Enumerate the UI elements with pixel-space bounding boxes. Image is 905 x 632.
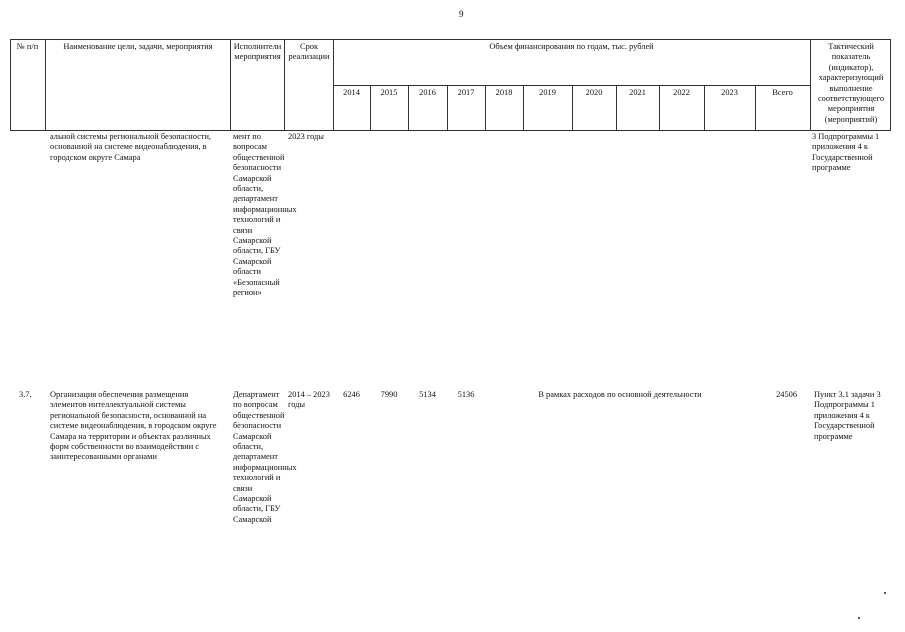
row2-num: 3.7. xyxy=(19,390,32,399)
col-divider xyxy=(810,39,811,131)
table-right-border xyxy=(890,39,891,131)
table-left-border xyxy=(10,39,11,131)
row2-value-2015: 7990 xyxy=(380,390,398,399)
row2-term: 2014 – 2023 годы xyxy=(288,390,330,410)
header-year-2017: 2017 xyxy=(457,88,475,97)
col-divider xyxy=(284,39,285,131)
row2-value-2014: 6246 xyxy=(343,390,360,399)
scan-speck xyxy=(858,617,860,619)
header-finance: Объем финансирования по годам, тыс. рублей xyxy=(489,42,654,51)
header-year-2019: 2019 xyxy=(539,88,556,97)
page-number: 9 xyxy=(459,9,464,19)
header-num: № п/п xyxy=(16,42,39,51)
header-year-2016: 2016 xyxy=(419,88,436,97)
table-top-border xyxy=(10,39,890,40)
row2-indicator: Пункт 3.1 задачи 3 Подпрограммы 1 приложения 4 к Государственной программе xyxy=(814,390,881,441)
row1-indicator: 3 Подпрограммы 1 приложения 4 к Государственной программе xyxy=(812,132,880,173)
row1-exec: мент по вопросам общественной безопасности Самарской области, департамент информационных технологий и связи Самарской области, ГБУ Самарской области «Безопасный регион» xyxy=(233,132,297,298)
row2-name: Организация обеспечения размещения элементов интеллектуальной системы региональной безопасности, основанной на системе видеонаблюдения, в городском округе Самара на территории и объектах различных форм собственности во взаимодействии с заинтересованными органами xyxy=(50,390,217,462)
col-divider xyxy=(45,39,46,131)
header-year-2022: 2022 xyxy=(673,88,690,97)
header-name: Наименование цели, задачи, мероприятия xyxy=(63,42,213,51)
col-divider xyxy=(333,39,334,131)
row2-merged-note: В рамках расходов по основной деятельности xyxy=(538,390,702,399)
col-divider xyxy=(230,39,231,131)
header-year-2020: 2020 xyxy=(585,88,603,97)
header-total: Всего xyxy=(772,88,793,97)
row1-term: 2023 годы xyxy=(288,132,324,141)
header-indicator: Тактический показатель (индикатор), характеризующий выполнение соответствующего мероприятия (мероприятий) xyxy=(817,42,885,124)
header-year-2015: 2015 xyxy=(380,88,398,97)
header-year-2021: 2021 xyxy=(629,88,646,97)
row2-exec: Департамент по вопросам общественной безопасности Самарской области, департамент информационных технологий и связи Самарской области, ГБУ Самарской xyxy=(233,390,297,524)
header-year-2014: 2014 xyxy=(343,88,360,97)
header-exec: Исполнители мероприятия xyxy=(233,42,282,62)
row2-value-2016: 5134 xyxy=(419,390,436,399)
header-bottom-border xyxy=(10,130,890,131)
row1-name: альной системы региональной безопасности, основанной на системе видеонаблюдения, в городском округе Самара xyxy=(50,132,212,162)
header-year-2023: 2023 xyxy=(721,88,738,97)
scan-speck xyxy=(884,592,886,594)
row2-total: 24506 xyxy=(776,390,797,399)
header-year-2018: 2018 xyxy=(495,88,513,97)
row2-value-2017: 5136 xyxy=(457,390,475,399)
header-term: Срок реализации xyxy=(288,42,330,62)
